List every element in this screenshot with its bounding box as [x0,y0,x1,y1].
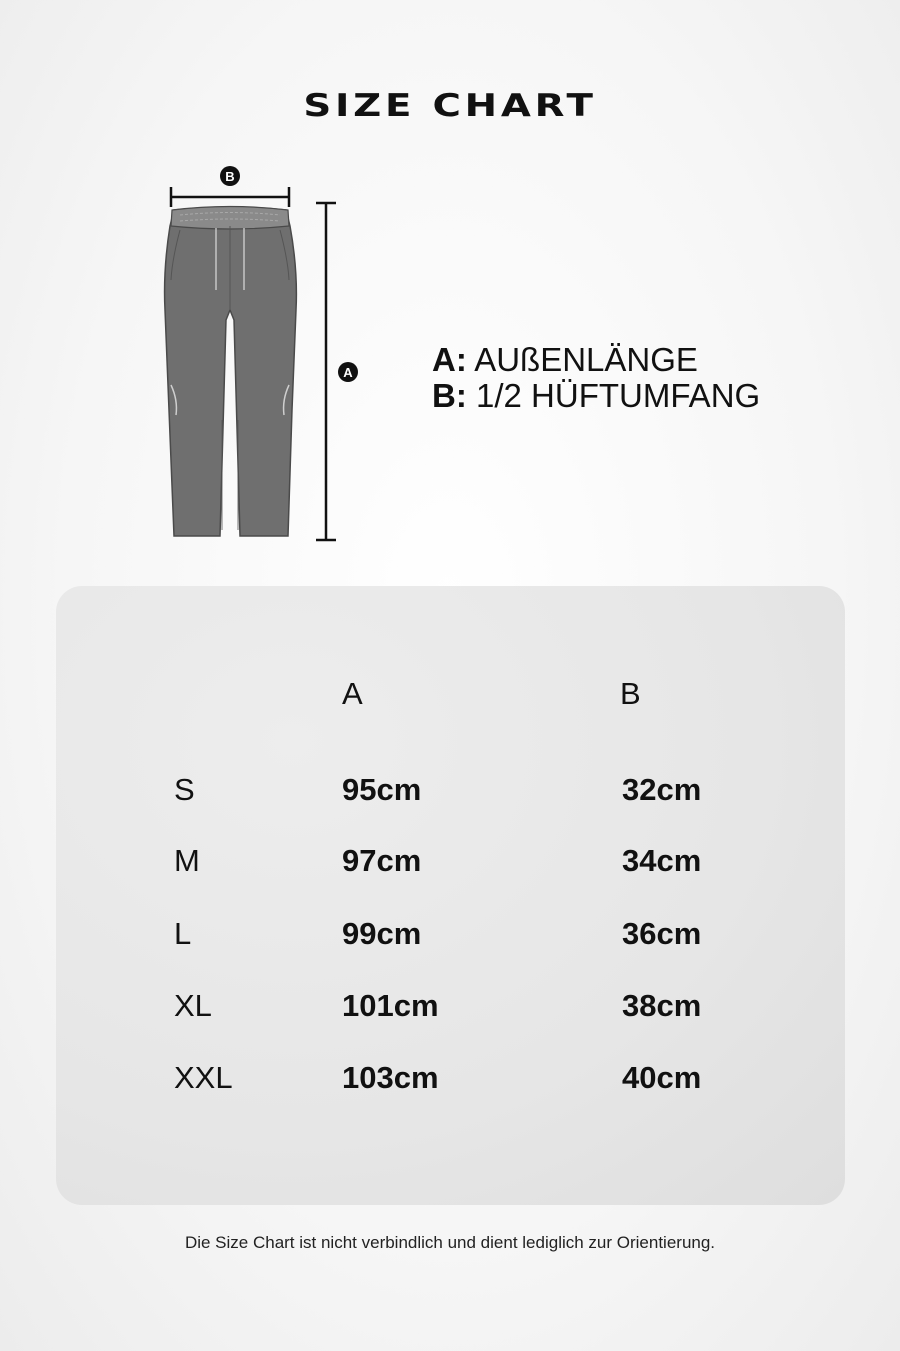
page-title: SIZE CHART [303,88,597,124]
value-a: 99cm [342,916,422,951]
column-header-b: B [620,676,641,711]
size-label: M [174,843,200,878]
value-a: 97cm [342,843,422,878]
value-a: 101cm [342,988,439,1023]
legend-label: 1/2 HÜFTUMFANG [476,377,761,414]
size-table-panel [56,586,845,1205]
value-b: 34cm [622,843,702,878]
size-label: L [174,916,192,951]
measurement-legend [432,342,760,414]
pants-diagram [150,160,380,560]
value-b: 32cm [622,772,702,807]
legend-row-b [432,378,760,414]
pants-illustration [165,207,297,537]
legend-key: B: [432,377,467,414]
size-label: XL [174,988,212,1023]
value-a: 95cm [342,772,422,807]
width-measure-line [171,166,289,207]
value-b: 40cm [622,1060,702,1095]
size-label: XXL [174,1060,233,1095]
value-a: 103cm [342,1060,439,1095]
marker-a-label: A [343,365,353,380]
value-b: 38cm [622,988,702,1023]
legend-key: A: [432,341,467,378]
marker-b-label: B [225,169,235,184]
size-label: S [174,772,195,807]
legend-row-a [432,342,760,378]
column-header-a: A [342,676,363,711]
value-b: 36cm [622,916,702,951]
disclaimer-footnote: Die Size Chart ist nicht verbindlich und dient lediglich zur Orientierung. [184,1233,716,1252]
legend-label: AUßENLÄNGE [474,341,698,378]
length-measure-line [316,203,358,540]
